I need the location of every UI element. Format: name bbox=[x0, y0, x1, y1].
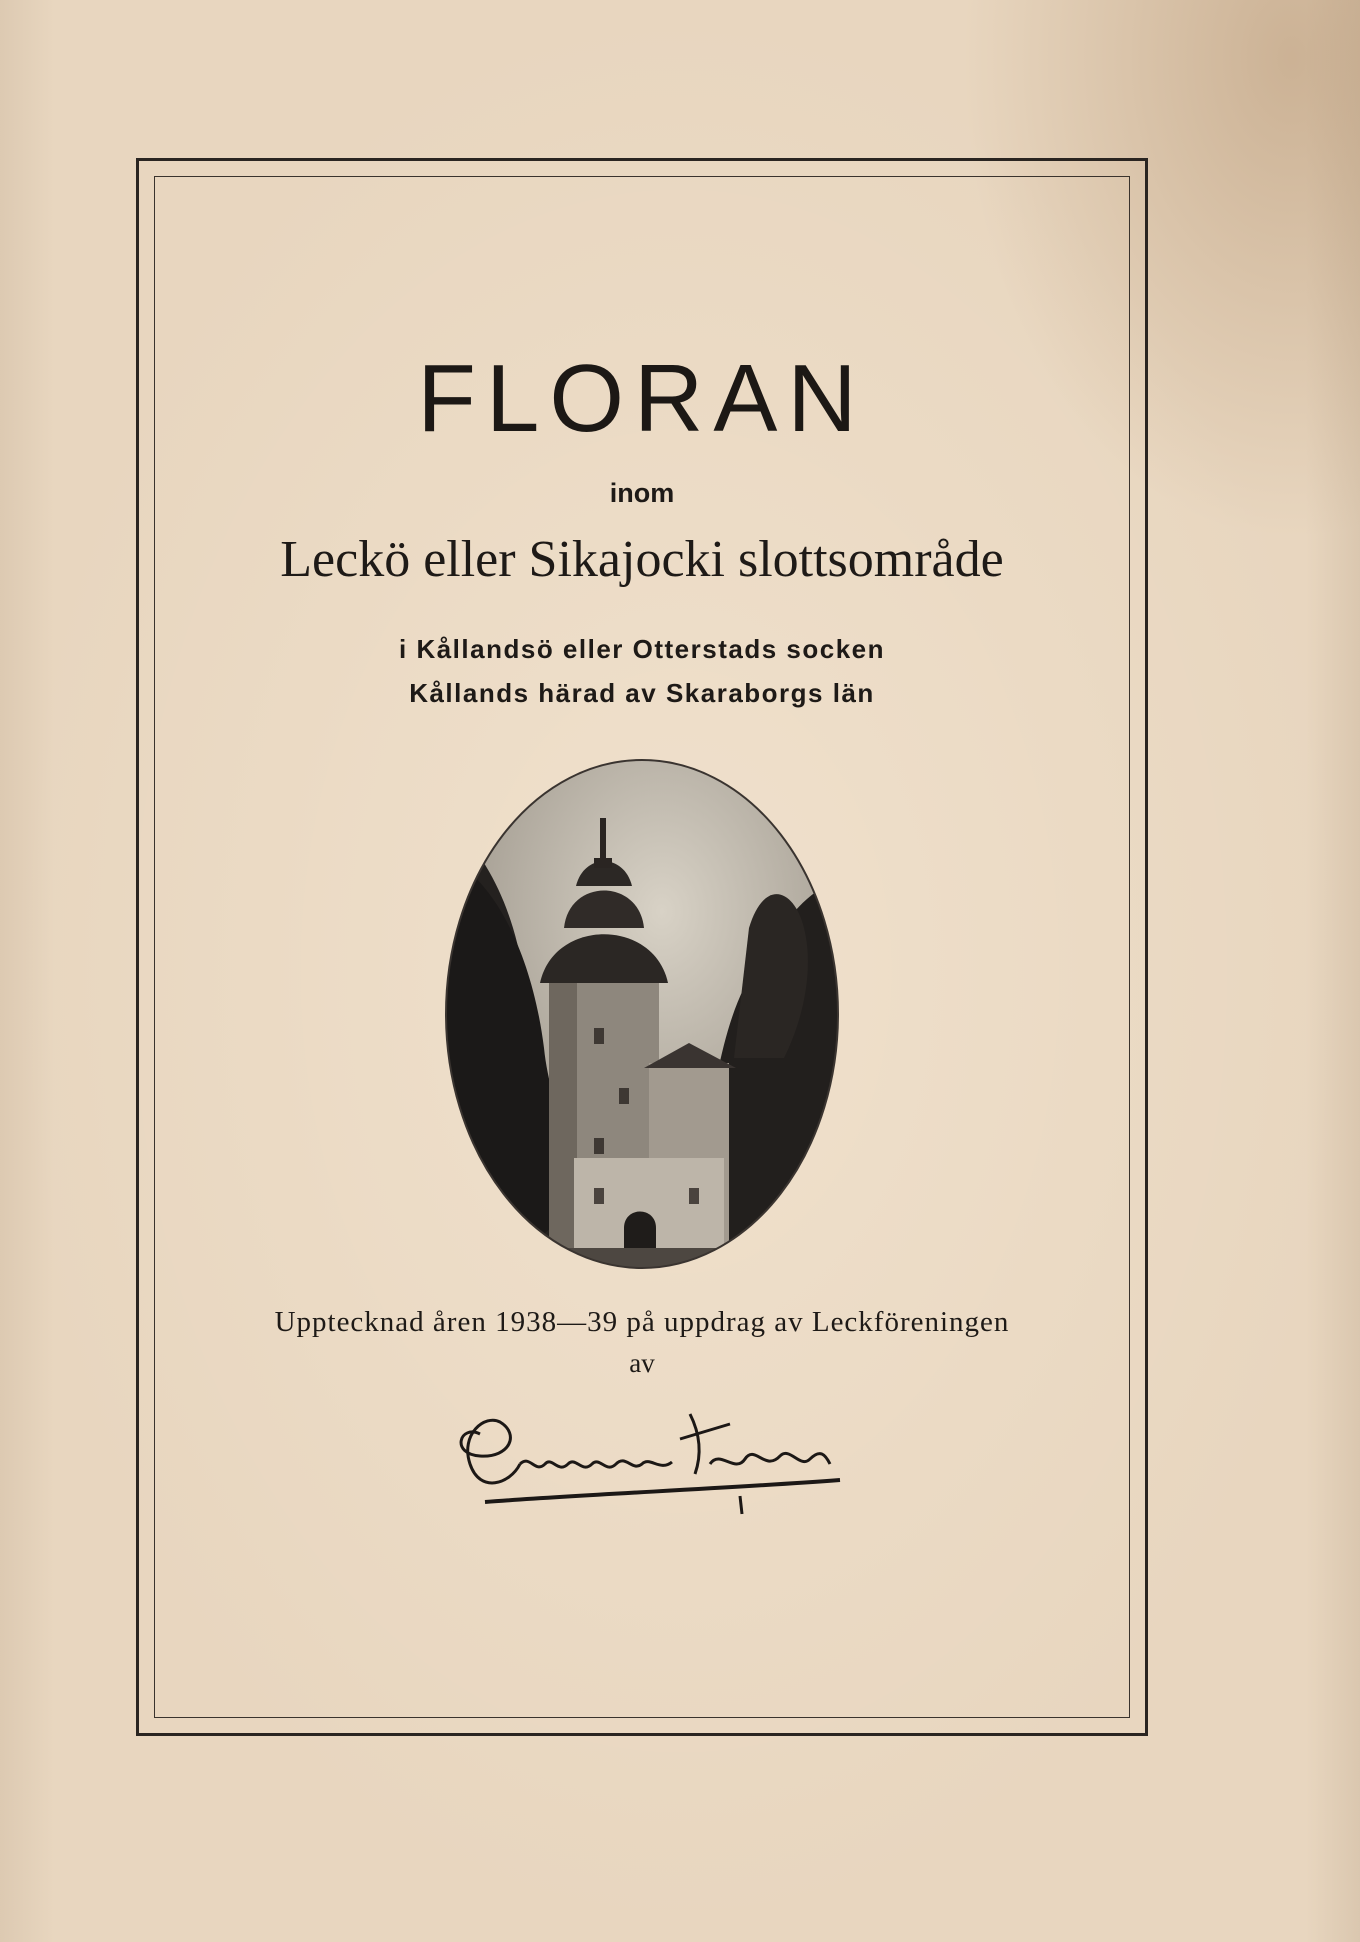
castle-photograph bbox=[444, 758, 840, 1270]
location-line-1: i Kållandsö eller Otterstads socken bbox=[399, 634, 885, 664]
by-label: av bbox=[629, 1348, 655, 1378]
cover-page bbox=[154, 176, 1130, 1718]
author-signature bbox=[440, 1394, 860, 1524]
title-connector: inom bbox=[609, 478, 675, 508]
location-line-2: Kållands härad av Skaraborgs län bbox=[409, 678, 875, 708]
document-subtitle: Leckö eller Sikajocki slottsområde bbox=[280, 531, 1004, 588]
document-title: FLORAN bbox=[417, 345, 867, 452]
recorded-statement: Upptecknad åren 1938—39 på uppdrag av Leckföreningen bbox=[274, 1306, 1010, 1338]
